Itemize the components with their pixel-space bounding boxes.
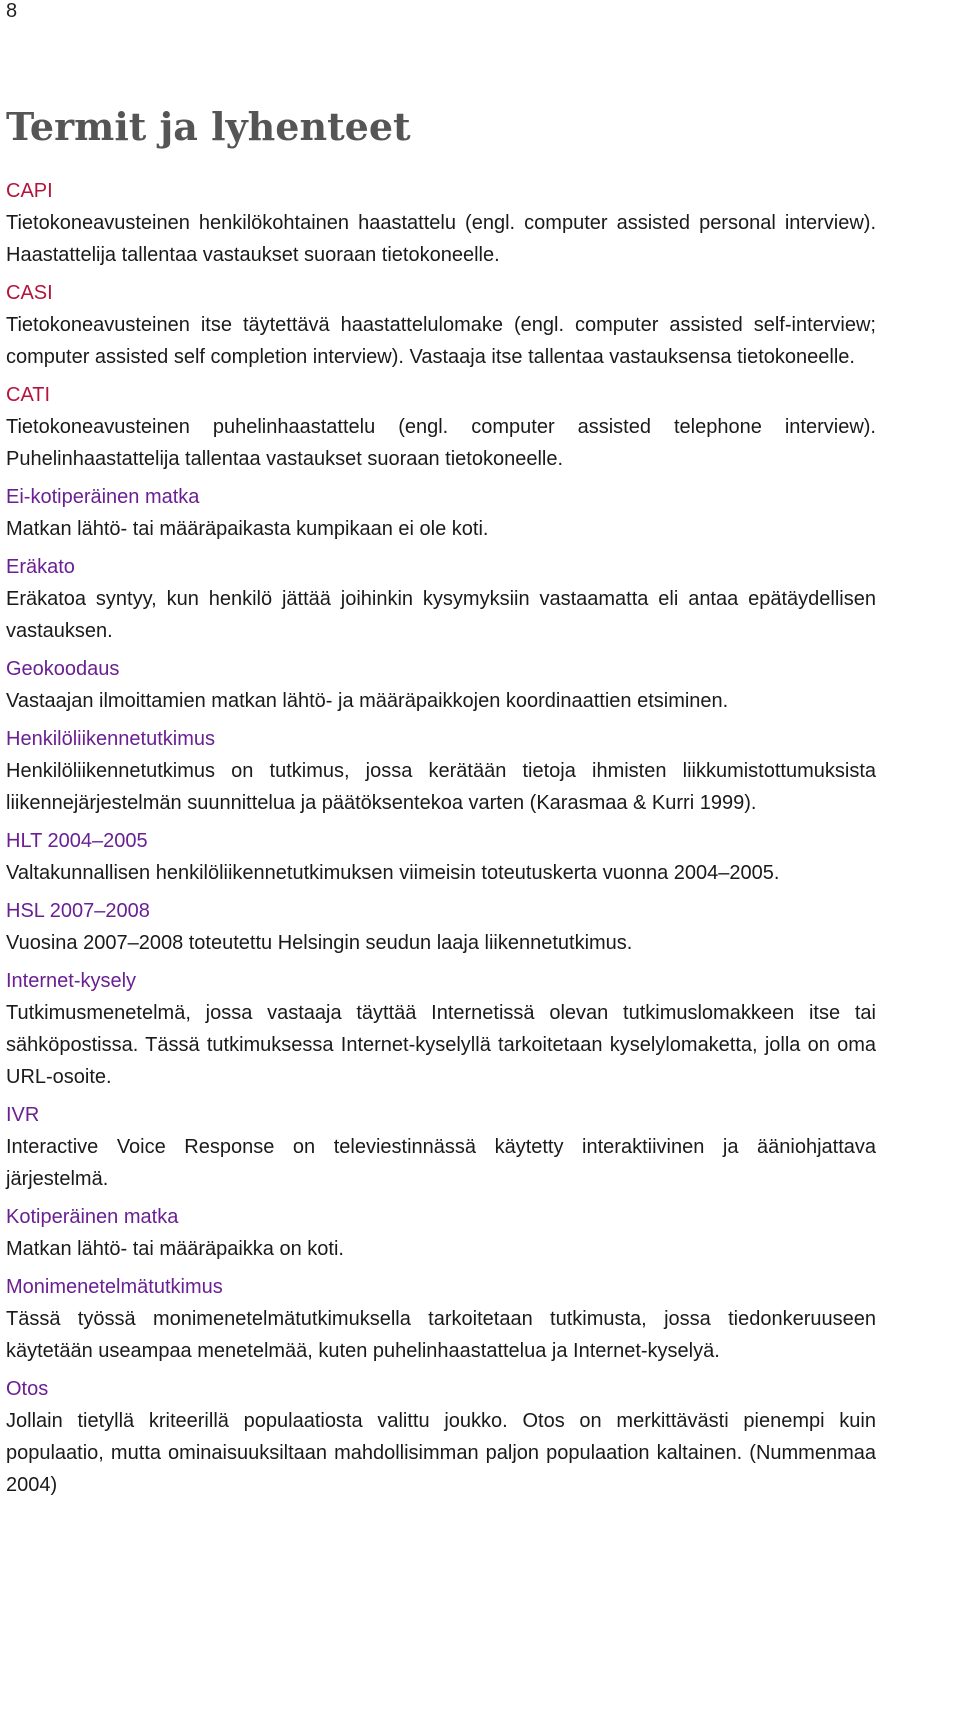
term-entry-otos — [6, 1376, 876, 1501]
term-name: Internet-kysely — [6, 970, 137, 992]
term-entry-hlt-2004-2005 — [6, 828, 876, 889]
term-definition: Vuosina 2007–2008 toteutettu Helsingin seudun laaja liikennetutkimus. — [6, 932, 633, 954]
term-definition: Jollain tietyllä kriteerillä populaatiosta valittu joukko. Otos on merkittävästi pienempi kuin populaatio, mutta ominaisuuksiltaan mahdollisimman paljon populaation kaltainen. (Nummenmaa 2004) — [6, 1410, 876, 1496]
term-name: Geokoodaus — [6, 658, 120, 680]
term-definition: Matkan lähtö- tai määräpaikka on koti. — [6, 1238, 344, 1260]
term-name: Kotiperäinen matka — [6, 1206, 179, 1228]
term-entry-cati — [6, 382, 876, 475]
term-definition: Vastaajan ilmoittamien matkan lähtö- ja määräpaikkojen koordinaattien etsiminen. — [6, 690, 729, 712]
term-entry-geokoodaus — [6, 656, 876, 717]
term-entry-henkiloliikennetutkimus — [6, 726, 876, 819]
term-definition: Tutkimusmenetelmä, jossa vastaaja täyttää Internetissä olevan tutkimuslomakkeen itse tai sähköpostissa. Tässä tutkimuksessa Internet-kyselyllä tarkoitetaan kyselylomaketta, jolla on oma URL-osoite. — [6, 1002, 876, 1088]
term-definition: Eräkatoa syntyy, kun henkilö jättää joihinkin kysymyksiin vastaamatta eli antaa epätäydellisen vastauksen. — [6, 588, 876, 642]
term-definition: Henkilöliikennetutkimus on tutkimus, jossa kerätään tietoja ihmisten liikkumistottumuksista liikennejärjestelmän suunnittelua ja päätöksentekoa varten (Karasmaa & Kurri 1999). — [6, 760, 876, 814]
term-definition: Tietokoneavusteinen itse täytettävä haastattelulomake (engl. computer assisted self-interview; computer assisted self completion interview). Vastaaja itse tallentaa vastauksensa tietokoneelle. — [6, 314, 876, 368]
term-definition: Tässä työssä monimenetelmätutkimuksella tarkoitetaan tutkimusta, jossa tiedonkeruuseen käytetään useampaa menetelmää, kuten puhelinhaastattelua ja Internet-kyselyä. — [6, 1308, 876, 1362]
term-entry-kotiperainen-matka — [6, 1204, 876, 1265]
term-definition: Tietokoneavusteinen puhelinhaastattelu (engl. computer assisted telephone interview). Puhelinhaastattelija tallentaa vastaukset suoraan tietokoneelle. — [6, 416, 876, 470]
term-entry-hsl-2007-2008 — [6, 898, 876, 959]
term-name: HSL 2007–2008 — [6, 900, 150, 922]
term-definition: Matkan lähtö- tai määräpaikasta kumpikaan ei ole koti. — [6, 518, 489, 540]
term-name: Otos — [6, 1378, 49, 1400]
term-name: CASI — [6, 282, 53, 304]
terms-list — [6, 178, 876, 1510]
term-entry-internet-kysely — [6, 968, 876, 1093]
page-title: Termit ja lyhenteet — [6, 104, 411, 149]
term-entry-erakato — [6, 554, 876, 647]
term-name: HLT 2004–2005 — [6, 830, 148, 852]
term-name: CATI — [6, 384, 51, 406]
term-name: Eräkato — [6, 556, 75, 578]
term-entry-capi — [6, 178, 876, 271]
term-definition: Tietokoneavusteinen henkilökohtainen haastattelu (engl. computer assisted personal interview). Haastattelija tallentaa vastaukset suoraan tietokoneelle. — [6, 212, 876, 266]
term-entry-monimenetelmatutkimus — [6, 1274, 876, 1367]
term-name: Monimenetelmätutkimus — [6, 1276, 223, 1298]
term-name: Henkilöliikennetutkimus — [6, 728, 215, 750]
term-entry-ei-kotiperainen-matka — [6, 484, 876, 545]
term-definition: Interactive Voice Response on televiestinnässä käytetty interaktiivinen ja ääniohjattava järjestelmä. — [6, 1136, 876, 1190]
page-number: 8 — [6, 0, 18, 22]
term-entry-ivr — [6, 1102, 876, 1195]
term-name: Ei-kotiperäinen matka — [6, 486, 200, 508]
term-name: IVR — [6, 1104, 40, 1126]
term-entry-casi — [6, 280, 876, 373]
term-name: CAPI — [6, 180, 53, 202]
term-definition: Valtakunnallisen henkilöliikennetutkimuksen viimeisin toteutuskerta vuonna 2004–2005. — [6, 862, 780, 884]
